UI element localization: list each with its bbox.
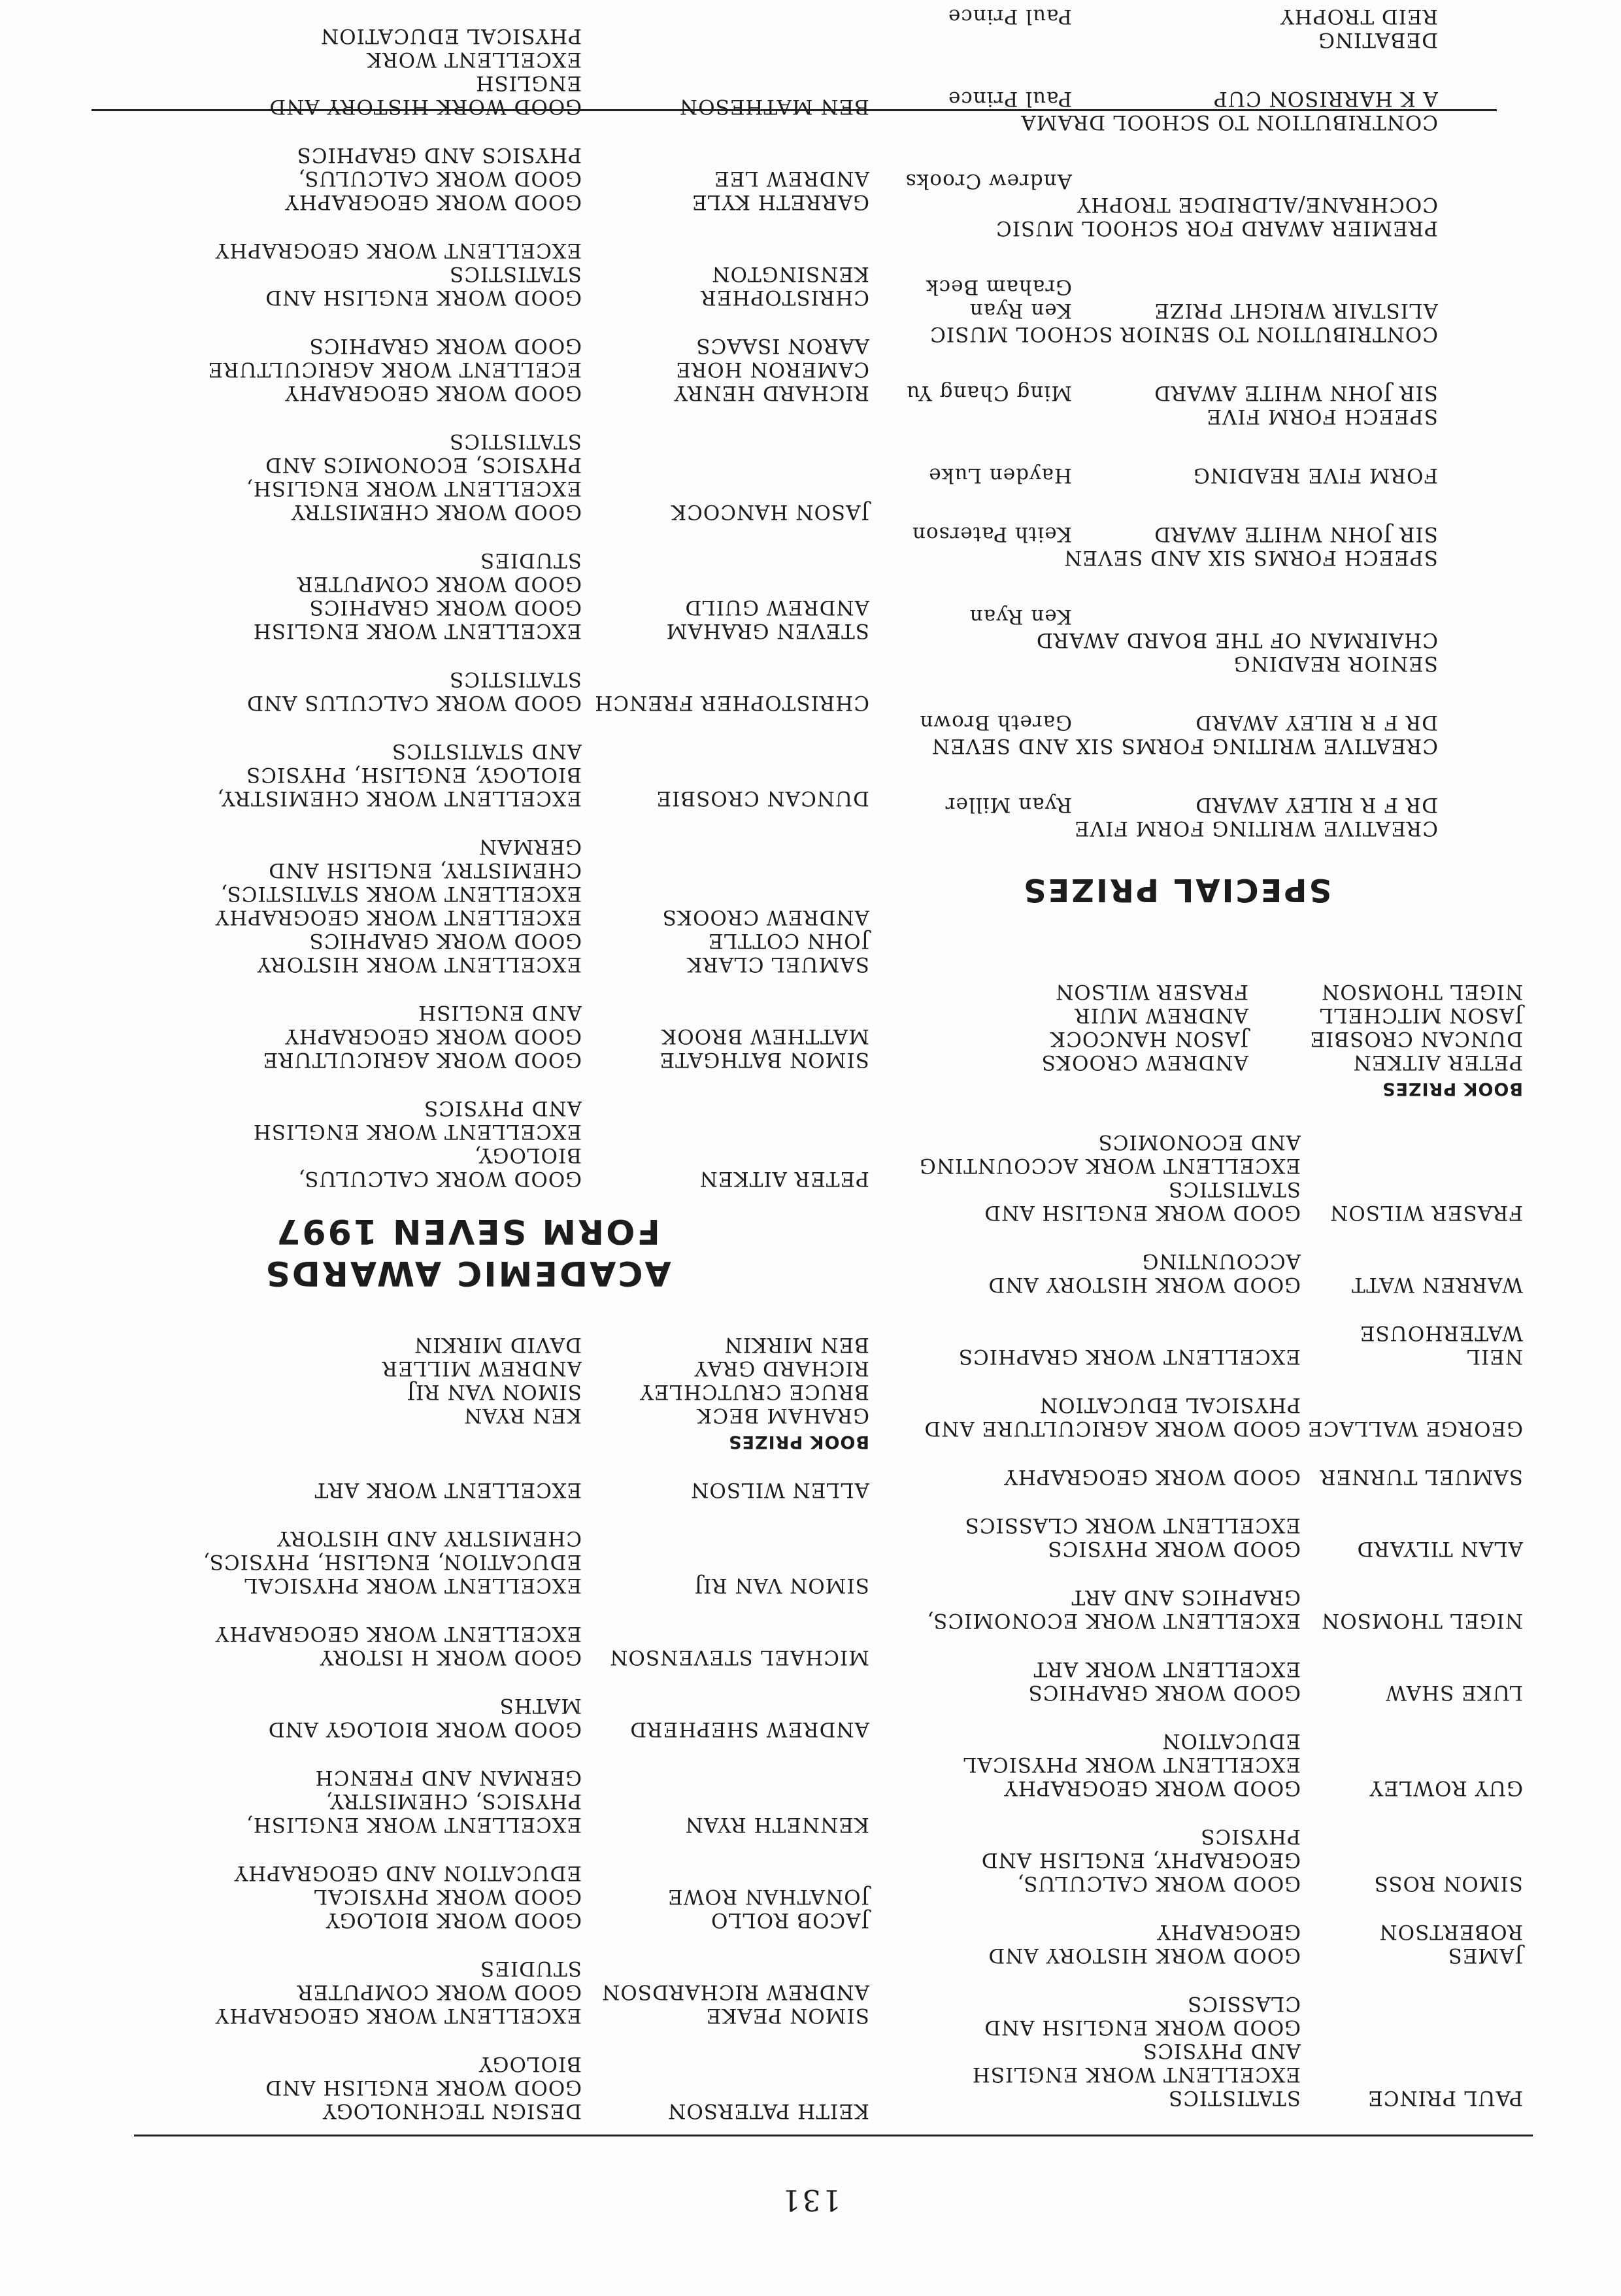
award-line: GOOD WORK GEOGRAPHY bbox=[1003, 1776, 1301, 1800]
award-line: GERMAN AND FRENCH bbox=[314, 1766, 582, 1789]
award-line: GOOD WORK COMPUTER bbox=[297, 1980, 582, 2004]
prize-award bbox=[1072, 169, 1438, 193]
award-line: GOOD WORK GEOGRAPHY bbox=[1003, 1465, 1301, 1489]
left-top-list bbox=[830, 1130, 1523, 2110]
student-name: NEIL WATERHOUSE bbox=[1359, 1321, 1523, 1368]
award-entry bbox=[830, 1393, 1523, 1440]
student-name: LUKE SHAW bbox=[1385, 1681, 1523, 1704]
award-entry bbox=[65, 1478, 869, 1502]
prize-winner: Gareth Brown bbox=[919, 711, 1072, 734]
prize-winner: BRUCE CRUTCHLEY bbox=[639, 1380, 869, 1404]
award-lines bbox=[830, 1992, 1301, 2110]
prize-winner: NIGEL THOMSON bbox=[1321, 980, 1523, 1004]
prize-winner: Ken Ryan bbox=[969, 605, 1072, 628]
book-prizes-names bbox=[65, 1333, 869, 1427]
award-line: MATHS bbox=[499, 1694, 582, 1717]
award-line: EXCELLENT WORK ART bbox=[1033, 1657, 1301, 1681]
award-lines bbox=[65, 1001, 582, 1072]
student-names bbox=[582, 1957, 869, 2027]
award-line: EXCELLENT WORK ENGLISH, bbox=[245, 477, 582, 500]
page-number: 131 bbox=[780, 2183, 841, 2216]
prize-event: CREATIVE WRITING FORM FIVE bbox=[1074, 817, 1438, 840]
award-line: AND ECONOMICS bbox=[1097, 1130, 1301, 1154]
award-line: EXCELLENT WORK PHYSICAL bbox=[962, 1753, 1301, 1776]
award-entry bbox=[65, 239, 869, 309]
student-name: MATTHEW BROOK bbox=[661, 1024, 869, 1048]
award-line: GOOD WORK COMPUTER bbox=[297, 572, 582, 596]
award-line: EXCELLENT WORK ECONOMICS, bbox=[926, 1609, 1301, 1632]
award-line: GOOD WORK ENGLISH AND bbox=[984, 1201, 1301, 1224]
book-prizes-heading: BOOK PRIZES bbox=[728, 1432, 869, 1452]
student-names bbox=[582, 739, 869, 810]
prize-award: DR F R RILEY AWARD bbox=[1195, 793, 1438, 817]
award-line: CHEMISTRY AND HISTORY bbox=[276, 1527, 582, 1550]
prize-award: ALISTAIR WRIGHT PRIZE bbox=[1154, 299, 1438, 322]
prize-winner: Graham Beck bbox=[925, 275, 1072, 299]
award-line: EXCELLENT WORK ENGLISH bbox=[252, 619, 582, 643]
student-name: DUNCAN CROSBIE bbox=[656, 786, 869, 810]
prize-winner: DAVID MIRKIN bbox=[414, 1333, 582, 1357]
award-lines bbox=[830, 1130, 1301, 1224]
student-names bbox=[582, 1096, 869, 1190]
award-line: BIOLOGY bbox=[478, 2052, 582, 2076]
prize-winner: Hayden Luke bbox=[928, 464, 1072, 487]
award-line: GOOD WORK CALCULUS AND bbox=[246, 691, 582, 715]
award-line: EXCELLENT WORK GRAPHICS bbox=[958, 1345, 1301, 1368]
award-entry bbox=[65, 1957, 869, 2027]
award-lines bbox=[65, 2052, 582, 2123]
award-entry bbox=[65, 549, 869, 643]
student-name: ANDREW SHEPHERD bbox=[629, 1717, 869, 1741]
award-entry bbox=[830, 1729, 1523, 1800]
book-prizes-right bbox=[65, 1333, 869, 1453]
award-line: EXCELLENT WORK GEOGRAPHY bbox=[214, 1622, 582, 1646]
award-lines bbox=[65, 667, 582, 715]
student-name: ANDREW GUILD bbox=[684, 596, 869, 619]
award-lines bbox=[830, 1513, 1301, 1561]
student-name: WARREN WATT bbox=[1351, 1273, 1523, 1296]
book-prizes-col2 bbox=[65, 1333, 582, 1427]
student-name: CHRISTOPHER FRENCH bbox=[594, 691, 869, 715]
award-entry bbox=[830, 1825, 1523, 1895]
award-line: EXCELLENT WORK CHEMISTRY, bbox=[216, 786, 582, 810]
award-lines bbox=[65, 430, 582, 524]
award-line: EDUCATION, ENGLISH, PHYSICS, bbox=[202, 1550, 582, 1574]
award-line: GOOD WORK CALCULUS, bbox=[297, 167, 582, 190]
award-entry bbox=[830, 1992, 1523, 2110]
award-line: PHYSICS, ECONOMICS AND bbox=[265, 453, 582, 477]
award-lines bbox=[65, 239, 582, 309]
book-prizes-col2 bbox=[830, 980, 1248, 1074]
award-line: EXCELLENT WORK ENGLISH bbox=[971, 2063, 1301, 2086]
award-lines bbox=[830, 1393, 1301, 1440]
student-name: MICHAEL STEVENSON bbox=[609, 1646, 869, 1669]
award-line: GOOD WORK GRAPHICS bbox=[309, 929, 582, 953]
student-name: ALLEN WILSON bbox=[690, 1478, 869, 1502]
student-name: KEITH PATERSON bbox=[667, 2099, 869, 2123]
award-entry bbox=[830, 1585, 1523, 1632]
award-entry bbox=[65, 1766, 869, 1836]
prize-winner: Ken Ryan bbox=[969, 299, 1072, 322]
prize-winner: BEN MIRKIN bbox=[724, 1333, 869, 1357]
top-rule bbox=[134, 2135, 1533, 2136]
award-line: GOOD WORK CALCULUS, bbox=[1016, 1872, 1301, 1895]
student-names bbox=[582, 667, 869, 715]
award-line: DESIGN TECHNOLOGY bbox=[322, 2099, 582, 2123]
prize-award: SIR JOHN WHITE AWARD bbox=[1154, 381, 1438, 405]
prize-award: FORM FIVE READING bbox=[1193, 464, 1438, 487]
student-name: GUY ROWLEY bbox=[1369, 1776, 1523, 1800]
award-entry bbox=[65, 667, 869, 715]
prize-winner: FRASER WILSON bbox=[1055, 980, 1248, 1004]
award-line: AND PHYSICS bbox=[1142, 2039, 1301, 2063]
award-entry bbox=[830, 1513, 1523, 1561]
award-line: ENGLISH bbox=[475, 71, 582, 95]
title-line: FORM SEVEN 1997 bbox=[275, 1211, 660, 1251]
award-line: GOOD WORK AGRICULTURE AND bbox=[924, 1417, 1301, 1440]
right-top-list bbox=[65, 1478, 869, 2123]
prize-event: PREMIER AWARD FOR SCHOOL MUSIC bbox=[995, 216, 1438, 240]
award-entry bbox=[830, 1249, 1523, 1296]
award-line: AND ENGLISH bbox=[418, 1001, 582, 1024]
book-prizes-names bbox=[830, 980, 1523, 1074]
award-line: GOOD WORK HISTORY AND bbox=[988, 1944, 1301, 1967]
student-names bbox=[582, 835, 869, 976]
award-lines bbox=[65, 1957, 582, 2027]
student-name: SIMON PEAKE bbox=[705, 2004, 869, 2027]
student-name: GEORGE WALLACE bbox=[1307, 1417, 1523, 1440]
special-prize bbox=[830, 381, 1438, 428]
award-entry bbox=[65, 1527, 869, 1597]
award-lines bbox=[65, 24, 582, 118]
student-name: ALAN TILYARD bbox=[1356, 1537, 1523, 1561]
award-line: GOOD WORK GEOGRAPHY bbox=[284, 1024, 582, 1048]
award-line: EXCELLENT WORK GEOGRAPHY bbox=[214, 2004, 582, 2027]
award-lines bbox=[830, 1465, 1301, 1489]
award-line: PHYSICAL EDUCATION bbox=[1039, 1393, 1301, 1417]
student-name: NIGEL THOMSON bbox=[1321, 1609, 1523, 1632]
award-line: GOOD WORK AGRICULTURE bbox=[262, 1048, 582, 1072]
student-name: KENSINGTON bbox=[711, 262, 869, 286]
student-name: JAMES ROBERTSON bbox=[1379, 1920, 1523, 1967]
award-lines bbox=[65, 835, 582, 976]
academic-awards-title bbox=[65, 1210, 869, 1294]
student-names bbox=[582, 1766, 869, 1836]
prize-award: DR F R RILEY AWARD bbox=[1195, 711, 1438, 734]
award-line: BIOLOGY, ENGLISH, PHYSICS bbox=[246, 763, 582, 786]
student-name: SIMON VAN RIJ bbox=[694, 1574, 869, 1597]
prize-event: DEBATING bbox=[1318, 28, 1438, 52]
prize-winner: JASON MITCHELL bbox=[1319, 1004, 1523, 1027]
award-lines bbox=[830, 1249, 1301, 1296]
student-name: FRASER WILSON bbox=[1329, 1201, 1523, 1224]
award-line: EXCELLENT WORK GEOGRAPHY bbox=[214, 905, 582, 929]
award-line: EXCELLENT WORK CLASSICS bbox=[964, 1513, 1301, 1537]
prize-event: SPEECH FORM FIVE bbox=[1206, 405, 1438, 428]
left-column bbox=[830, 0, 1523, 2110]
award-line: GOOD WORK PHYSICS bbox=[1047, 1537, 1301, 1561]
form-seven-list bbox=[65, 0, 869, 1190]
award-line: GOOD WORK PHYSICAL bbox=[313, 1885, 582, 1908]
special-prize bbox=[830, 793, 1438, 840]
award-line: GOOD WORK GEOGRAPHY bbox=[284, 190, 582, 214]
student-names bbox=[582, 1861, 869, 1932]
student-name: SAMUEL CLARK bbox=[686, 953, 869, 976]
prize-event: CREATIVE WRITING FORMS SIX AND SEVEN bbox=[931, 734, 1438, 758]
award-line: GOOD WORK CALCULUS, bbox=[297, 1167, 582, 1190]
award-line: STATISTICS bbox=[449, 262, 582, 286]
award-entry bbox=[830, 1130, 1523, 1224]
prize-event: CHAIRMAN OF THE BOARD AWARD bbox=[1035, 628, 1438, 652]
award-line: PHYSICS AND GRAPHICS bbox=[296, 143, 582, 167]
award-lines bbox=[65, 1527, 582, 1597]
award-line: STUDIES bbox=[479, 1957, 582, 1980]
book-prizes-left bbox=[830, 980, 1523, 1100]
prize-winner: Ryan Miller bbox=[944, 793, 1072, 817]
student-name: ANDREW LEE bbox=[714, 167, 869, 190]
prize-winner: PETER AITKEN bbox=[1352, 1051, 1523, 1074]
award-entry bbox=[65, 1861, 869, 1932]
special-prize bbox=[830, 87, 1438, 134]
award-lines bbox=[65, 1694, 582, 1741]
award-lines bbox=[830, 1825, 1301, 1895]
award-line: EXCELLENT WORK ENGLISH bbox=[252, 1120, 582, 1143]
student-name: SIMON ROSS bbox=[1373, 1872, 1523, 1895]
award-lines bbox=[65, 1766, 582, 1836]
special-prizes-title: SPECIAL PRIZES bbox=[1021, 871, 1332, 908]
award-line: GOOD WORK BIOLOGY AND bbox=[267, 1717, 582, 1741]
prize-event: CONTRIBUTION TO SCHOOL DRAMA bbox=[1020, 110, 1438, 134]
student-name: ANDREW RICHARDSON bbox=[601, 1980, 869, 2004]
student-names bbox=[582, 2052, 869, 2123]
award-line: STATISTICS bbox=[449, 667, 582, 691]
award-line: GOOD WORK CHEMISTRY bbox=[290, 500, 582, 524]
award-line: AND PHYSICS bbox=[423, 1096, 582, 1120]
prize-winner: Ming Chang Yu bbox=[906, 381, 1072, 405]
award-entry bbox=[65, 835, 869, 976]
special-prizes-list bbox=[830, 0, 1523, 840]
student-name: SIMON BATHGATE bbox=[659, 1048, 869, 1072]
award-lines bbox=[65, 1096, 582, 1190]
award-lines bbox=[65, 739, 582, 810]
award-lines bbox=[65, 1861, 582, 1932]
prize-event: SENIOR READING bbox=[1233, 652, 1438, 675]
prize-event: CONTRIBUTION TO SENIOR SCHOOL MUSIC bbox=[929, 322, 1438, 346]
award-line: EXCELLENT WORK ART bbox=[314, 1478, 582, 1502]
award-entry bbox=[65, 1096, 869, 1190]
award-line: GEOGRAPHY bbox=[1156, 1920, 1301, 1944]
award-line: GOOD WORK GRAPHICS bbox=[1028, 1681, 1301, 1704]
award-line: STATISTICS bbox=[1168, 2086, 1301, 2110]
award-line: EXCELLENT WORK GEOGRAPHY bbox=[214, 239, 582, 262]
prize-winner: JASON HANCOCK bbox=[1049, 1027, 1248, 1051]
prize-award: REID TROPHY bbox=[1280, 5, 1438, 28]
student-names bbox=[582, 549, 869, 643]
student-names bbox=[582, 1478, 869, 1502]
award-entry bbox=[65, 2052, 869, 2123]
award-line: GOOD WORK HISTORY AND bbox=[988, 1273, 1301, 1296]
award-line: GRAPHICS AND ART bbox=[1071, 1585, 1301, 1609]
award-line: STATISTICS bbox=[1168, 1177, 1301, 1201]
award-line: EXCELLENT WORK STATISTICS, bbox=[220, 882, 582, 905]
prize-winner: Paul Prince bbox=[948, 87, 1072, 110]
award-line: PHYSICAL EDUCATION bbox=[320, 24, 582, 48]
award-lines bbox=[65, 549, 582, 643]
student-names bbox=[582, 1001, 869, 1072]
award-line: GERMAN bbox=[478, 835, 582, 858]
prize-winner: ANDREW CROOKS bbox=[1041, 1051, 1248, 1074]
title-line: ACADEMIC AWARDS bbox=[263, 1253, 671, 1292]
prize-winner: Keith Paterson bbox=[912, 522, 1072, 546]
student-name: STEVEN GRAHAM bbox=[665, 619, 869, 643]
student-names bbox=[582, 1527, 869, 1597]
student-name: AARON ISAACS bbox=[695, 334, 869, 358]
prize-award bbox=[1072, 605, 1438, 628]
student-names bbox=[582, 24, 869, 118]
award-line: EXCELLENT WORK PHYSICAL bbox=[243, 1574, 582, 1597]
award-line: GOOD WORK GRAPHICS bbox=[309, 334, 582, 358]
award-entry bbox=[65, 430, 869, 524]
book-prizes-col1 bbox=[582, 1333, 869, 1427]
award-line: ACCOUNTING bbox=[1141, 1249, 1301, 1273]
student-names bbox=[582, 143, 869, 214]
award-line: GOOD WORK ENGLISH AND bbox=[984, 2016, 1301, 2039]
student-name: GARRETH KYLE bbox=[691, 190, 869, 214]
award-line: GOOD WORK ENGLISH AND bbox=[265, 286, 582, 309]
award-entry bbox=[830, 1920, 1523, 1967]
prize-winner: ANDREW MILLER bbox=[381, 1357, 582, 1380]
award-entry bbox=[65, 739, 869, 810]
award-entry bbox=[65, 334, 869, 405]
award-line: PHYSICS bbox=[1200, 1825, 1301, 1848]
award-line: STUDIES bbox=[479, 549, 582, 572]
award-entry bbox=[830, 1465, 1523, 1489]
prize-award: SIR JOHN WHITE AWARD bbox=[1154, 522, 1438, 546]
award-line: AND STATISTICS bbox=[391, 739, 582, 763]
prize-winner: ANDREW MUIR bbox=[1074, 1004, 1248, 1027]
award-line: STATISTICS bbox=[449, 430, 582, 453]
award-line: EXCELLENT WORK bbox=[366, 48, 582, 71]
special-prize bbox=[830, 275, 1438, 346]
student-name: JONATHAN ROWE bbox=[667, 1885, 869, 1908]
prize-event: COCHRANE/ALDRIDGE TROPHY bbox=[1076, 193, 1438, 216]
prize-winner: GRAHAM BECK bbox=[696, 1404, 869, 1427]
prize-winner: Paul Prince bbox=[948, 5, 1072, 28]
award-line: CLASSICS bbox=[1187, 1992, 1301, 2016]
student-name: JACOB ROLLO bbox=[710, 1908, 869, 1932]
award-entry bbox=[830, 1321, 1523, 1368]
book-prizes-heading: BOOK PRIZES bbox=[1382, 1079, 1523, 1099]
student-names bbox=[582, 334, 869, 405]
award-line: EXCELLENT WORK HISTORY bbox=[256, 953, 582, 976]
special-prize bbox=[830, 464, 1438, 487]
student-name: PETER AITKEN bbox=[699, 1167, 869, 1190]
special-prize bbox=[830, 605, 1438, 675]
prize-winner: Andrew Crooks bbox=[905, 169, 1072, 193]
award-lines bbox=[65, 334, 582, 405]
student-name: CHRISTOPHER bbox=[700, 286, 869, 309]
prize-winner: KEN RYAN bbox=[463, 1404, 582, 1427]
award-entry bbox=[65, 1001, 869, 1072]
special-prize bbox=[830, 711, 1438, 758]
student-name: JOHN COTTLE bbox=[707, 929, 869, 953]
award-entry bbox=[65, 1622, 869, 1669]
special-prize bbox=[830, 169, 1438, 240]
award-lines bbox=[830, 1729, 1301, 1800]
award-lines bbox=[65, 1622, 582, 1669]
award-lines bbox=[65, 1478, 582, 1502]
student-names bbox=[582, 430, 869, 524]
prize-event: SPEECH FORMS SIX AND SEVEN bbox=[1063, 546, 1438, 569]
award-line: EDUCATION bbox=[1161, 1729, 1301, 1753]
student-name: KENNETH RYAN bbox=[684, 1813, 869, 1836]
prize-award: A K HARRISON CUP bbox=[1213, 87, 1438, 110]
award-entry bbox=[830, 1657, 1523, 1704]
award-line: EDUCATION AND GEOGRAPHY bbox=[233, 1861, 582, 1885]
student-names bbox=[582, 1622, 869, 1669]
award-line: GOOD WORK GEOGRAPHY bbox=[284, 381, 582, 405]
student-names bbox=[582, 239, 869, 309]
special-prize bbox=[830, 5, 1438, 52]
student-name: BEN MATHESON bbox=[679, 95, 869, 118]
book-prizes-col1 bbox=[1248, 980, 1523, 1074]
student-name: JASON HANCOCK bbox=[670, 500, 869, 524]
award-line: CHEMISTRY, ENGLISH AND bbox=[268, 858, 582, 882]
student-name: PAUL PRINCE bbox=[1367, 2086, 1523, 2110]
award-line: EXCELLENT WORK ENGLISH, bbox=[245, 1813, 582, 1836]
award-entry bbox=[65, 1694, 869, 1741]
award-lines bbox=[830, 1657, 1301, 1704]
right-column bbox=[65, 0, 869, 2123]
student-names bbox=[582, 1694, 869, 1741]
award-line: ECELLENT WORK AGRICULTURE bbox=[207, 358, 582, 381]
award-line: BIOLOGY, bbox=[474, 1143, 582, 1167]
award-line: GOOD WORK BIOLOGY bbox=[325, 1908, 582, 1932]
student-name: SAMUEL TURNER bbox=[1320, 1465, 1523, 1489]
award-line: GOOD WORK GRAPHICS bbox=[309, 596, 582, 619]
award-line: GEOGRAPHY, ENGLISH AND bbox=[980, 1848, 1301, 1872]
prize-winner: DUNCAN CROSBIE bbox=[1309, 1027, 1523, 1051]
award-lines bbox=[830, 1585, 1301, 1632]
award-lines bbox=[830, 1321, 1301, 1368]
award-entry bbox=[65, 24, 869, 118]
special-prize bbox=[830, 522, 1438, 569]
prize-winner: RICHARD GRAY bbox=[694, 1357, 869, 1380]
award-lines bbox=[65, 143, 582, 214]
award-lines bbox=[830, 1920, 1301, 1967]
award-line: GOOD WORK ENGLISH AND bbox=[265, 2076, 582, 2099]
prize-award bbox=[1072, 275, 1438, 299]
award-entry bbox=[65, 143, 869, 214]
award-line: GOOD WORK H ISTORY bbox=[319, 1646, 582, 1669]
student-name: CAMERON HORE bbox=[675, 358, 869, 381]
award-line: EXCELLENT WORK ACCOUNTING bbox=[919, 1154, 1301, 1177]
prize-winner: SIMON VAN RIJ bbox=[406, 1380, 582, 1404]
student-name: ANDREW CROOKS bbox=[661, 905, 869, 929]
award-line: GOOD WORK HISTORY AND bbox=[269, 95, 582, 118]
award-line: PHYSICS, CHEMISTRY, bbox=[325, 1789, 582, 1813]
student-name: RICHARD HENRY bbox=[673, 381, 869, 405]
